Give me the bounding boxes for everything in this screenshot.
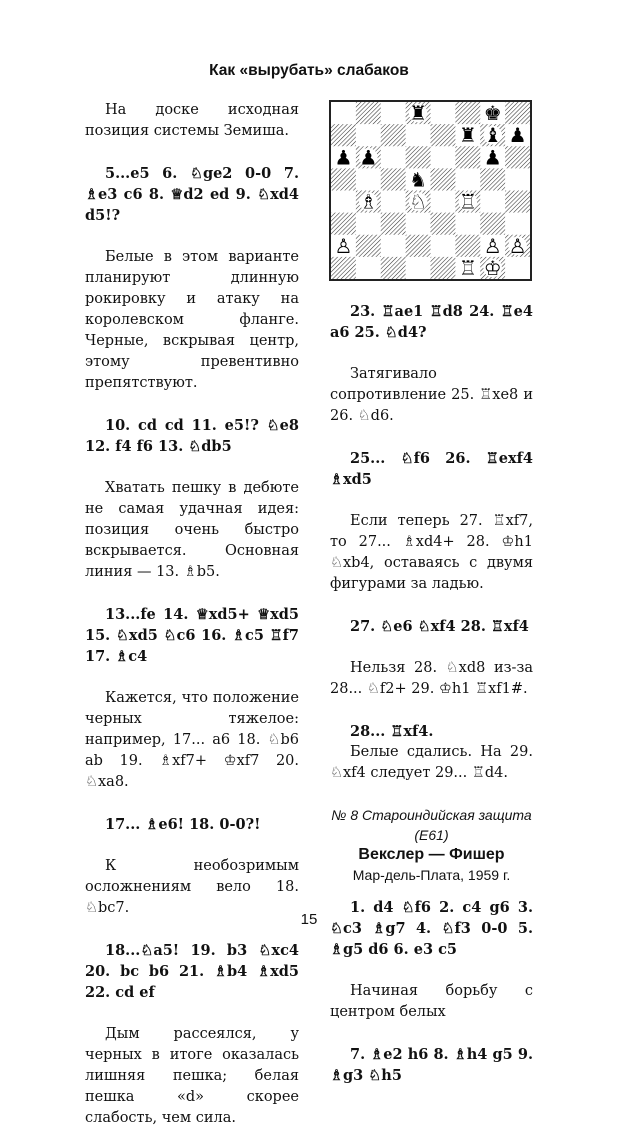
paragraph-8: Если теперь 27. ♖xf7, то 27... ♗xd4+ 28. ♔h1 ♘xb4, оставаясь с двумя фигурами за ладью.: [330, 513, 533, 592]
chess-piece-black: ♟: [483, 145, 502, 170]
moves-11: 7. ♗e2 h6 8. ♗h4 g5 9. ♗g3 ♘h5: [330, 1046, 533, 1084]
chess-piece-white: ♗: [359, 189, 378, 214]
moves-4: 17... ♗e6! 18. 0-0?!: [105, 816, 261, 833]
board-square: [431, 191, 456, 213]
board-square: [455, 102, 480, 124]
moves-5: 18...♘a5! 19. b3 ♘xc4 20. bc b6 21. ♗b4 ♗xd5 22. cd ef: [85, 942, 299, 1001]
board-square: [431, 168, 456, 190]
board-square: [505, 213, 530, 235]
board-square: [431, 124, 456, 146]
board-square: [455, 168, 480, 190]
board-square: [331, 257, 356, 279]
board-square: [381, 257, 406, 279]
paragraph-7: Затягивало сопротивление 25. ♖xe8 и 26. ♘d6.: [330, 366, 533, 424]
board-square: [455, 146, 480, 168]
moves-2: 10. cd cd 11. e5!? ♘e8 12. f4 f6 13. ♘db5: [85, 417, 299, 455]
board-square: [331, 102, 356, 124]
chess-piece-black: ♞: [409, 167, 428, 192]
chess-piece-black: ♟: [334, 145, 353, 170]
right-column: [330, 301, 533, 1086]
board-square: [480, 168, 505, 190]
board-square: [331, 168, 356, 190]
chess-piece-white: ♘: [409, 189, 428, 214]
board-square: [406, 257, 431, 279]
board-square: [505, 168, 530, 190]
moves-10: 1. d4 ♘f6 2. c4 g6 3. ♘c3 ♗g7 4. ♘f3 0-0 5. ♗g5 d6 6. e3 c5: [330, 899, 533, 958]
board-square: [331, 124, 356, 146]
moves-9: 28... ♖xf4.: [350, 723, 434, 740]
board-square: [431, 235, 456, 257]
board-square: [381, 124, 406, 146]
board-square: [381, 102, 406, 124]
board-square: [356, 168, 381, 190]
paragraph-6: Дым рассеялся, у черных в итоге оказалась лишняя пешка; белая пешка «d» скорее слабость, чем сила.: [85, 1026, 299, 1126]
paragraph-2: Белые в этом варианте планируют длинную рокировку и атаку на королевском фланге. Черные, вскрывая центр, этому превентивно препятствуют.: [85, 249, 299, 391]
game-heading: [330, 805, 533, 885]
paragraph-1: На доске исходная позиция системы Земиша.: [85, 102, 299, 139]
page-number: 15: [300, 911, 318, 928]
board-square: [431, 146, 456, 168]
running-header: Как «вырубать» слабаков: [209, 62, 409, 79]
chess-piece-white: ♙: [483, 233, 502, 258]
chess-piece-black: ♜: [409, 102, 428, 126]
paragraph-4: Кажется, что положение черных тяжелое: например, 17... a6 18. ♘b6 ab 19. ♗xf7+ ♔xf7 20. ♘xa8.: [85, 690, 299, 790]
board-square: [455, 213, 480, 235]
board-square: [406, 213, 431, 235]
board-square: [505, 257, 530, 279]
moves-6: 23. ♖ae1 ♖d8 24. ♖e4 a6 25. ♘d4?: [330, 303, 533, 341]
board-square: [356, 235, 381, 257]
game-place: Мар-дель-Плата, 1959 г.: [352, 867, 511, 883]
board-square: [331, 191, 356, 213]
chess-board: [331, 102, 530, 279]
board-square: [356, 213, 381, 235]
moves-8: 27. ♘e6 ♘xf4 28. ♖xf4: [350, 618, 529, 635]
paragraph-5: К необозримым осложнениям вело 18. ♘bc7.: [85, 858, 299, 916]
board-square: [381, 146, 406, 168]
chess-piece-white: ♖: [458, 189, 477, 214]
board-square: [356, 102, 381, 124]
moves-3: 13...fe 14. ♕xd5+ ♕xd5 15. ♘xd5 ♘c6 16. ♗c5 ♖f7 17. ♗c4: [85, 606, 299, 665]
paragraph-11: Начиная борьбу с центром белых: [330, 983, 533, 1020]
chess-piece-black: ♟: [359, 145, 378, 170]
board-square: [406, 146, 431, 168]
board-square: [480, 213, 505, 235]
board-square: [431, 257, 456, 279]
board-square: [381, 191, 406, 213]
chess-diagram: [329, 100, 532, 281]
board-square: [381, 213, 406, 235]
board-square: [406, 124, 431, 146]
chess-piece-black: ♜: [458, 123, 477, 148]
board-square: [356, 257, 381, 279]
board-square: [505, 102, 530, 124]
board-square: [455, 235, 480, 257]
board-square: [406, 235, 431, 257]
board-square: [431, 102, 456, 124]
chess-piece-black: ♝: [483, 123, 502, 148]
players: Векслер — Фишер: [358, 846, 505, 863]
paragraph-3: Хватать пешку в дебюте не самая удачная идея: позиция очень быстро вскрывается. Основная линия — 13. ♗b5.: [85, 480, 299, 580]
moves-1: 5...е5 6. ♘ge2 0-0 7. ♗e3 c6 8. ♕d2 ed 9. ♘xd4 d5!?: [85, 165, 299, 224]
board-square: [331, 213, 356, 235]
chess-piece-black: ♟: [508, 123, 527, 148]
board-square: [505, 146, 530, 168]
board-square: [381, 168, 406, 190]
board-square: [480, 191, 505, 213]
paragraph-10: Белые сдались. На 29. ♘xf4 следует 29... ♖d4.: [330, 744, 533, 781]
chess-piece-white: ♔: [483, 255, 502, 279]
paragraph-9: Нельзя 28. ♘xd8 из-за 28... ♘f2+ 29. ♔h1 ♖xf1#.: [330, 660, 533, 697]
opening-name: № 8 Староиндийская защита (Е61): [331, 807, 532, 843]
board-square: [431, 213, 456, 235]
board-square: [505, 191, 530, 213]
board-square: [356, 124, 381, 146]
board-square: [381, 235, 406, 257]
moves-7: 25... ♘f6 26. ♖exf4 ♗xd5: [330, 450, 533, 488]
chess-piece-white: ♙: [508, 233, 527, 258]
chess-piece-white: ♙: [334, 233, 353, 258]
chess-piece-black: ♚: [483, 102, 502, 126]
chess-piece-white: ♖: [458, 255, 477, 279]
left-column: [85, 100, 299, 1129]
